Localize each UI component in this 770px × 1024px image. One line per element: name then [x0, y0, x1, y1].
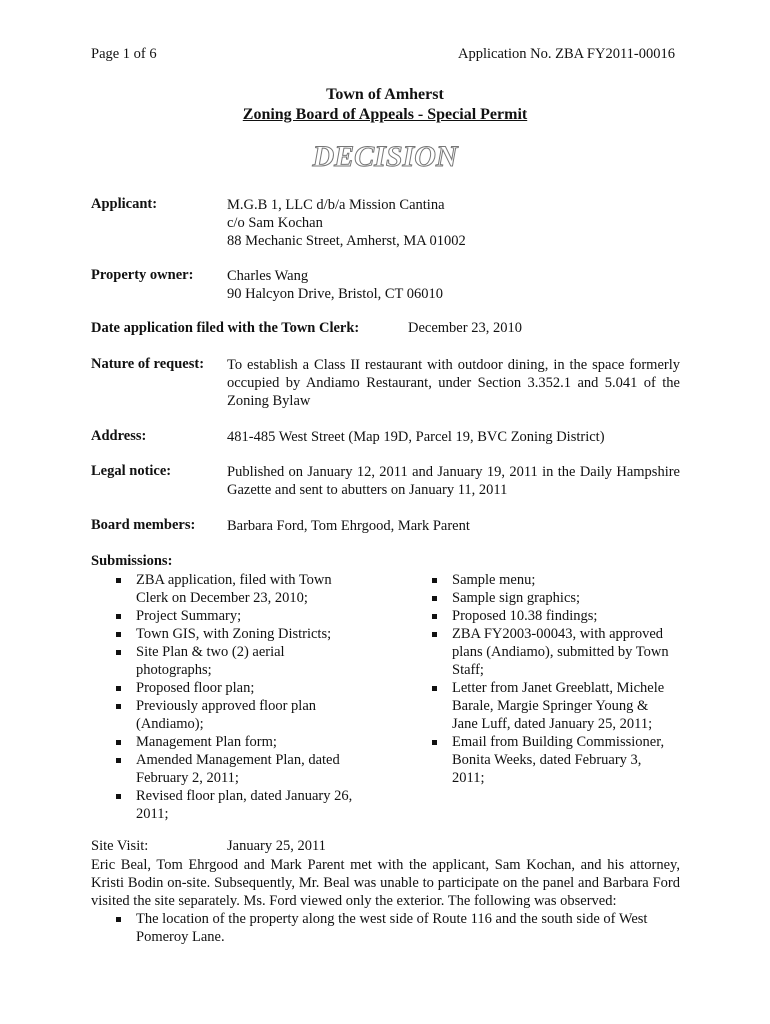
list-item: Management Plan form; [110, 733, 360, 751]
date-filed-value: December 23, 2010 [408, 320, 522, 336]
list-item: Site Plan & two (2) aerial photographs; [110, 643, 360, 679]
list-item: Sample sign graphics; [426, 589, 676, 607]
nature-label: Nature of request: [91, 356, 205, 372]
list-item: Previously approved floor plan (Andiamo); [110, 697, 360, 733]
submissions-left-list [110, 571, 360, 823]
board-label: Board members: [91, 517, 196, 533]
list-item: Amended Management Plan, dated February 2, 2011; [110, 751, 360, 787]
document-title: Town of Amherst [326, 86, 444, 103]
owner-line-1: Charles Wang [227, 268, 309, 284]
list-item: Revised floor plan, dated January 26, 2011; [110, 787, 360, 823]
owner-label: Property owner: [91, 267, 194, 283]
applicant-label: Applicant: [91, 196, 158, 212]
list-item: The location of the property along the west side of Route 116 and the south side of West Pomeroy Lane. [110, 910, 680, 946]
nature-value: To establish a Class II restaurant with outdoor dining, in the space formerly occupied by Andiamo Restaurant, under Section 3.352.1 and 5.041 of the Zoning Bylaw [227, 357, 680, 409]
site-visit-date: January 25, 2011 [227, 838, 326, 854]
application-number: Application No. ZBA FY2011-00016 [458, 46, 675, 62]
applicant-line-2: c/o Sam Kochan [227, 215, 323, 231]
owner-line-2: 90 Halcyon Drive, Bristol, CT 06010 [227, 286, 444, 302]
submissions-label: Submissions: [91, 553, 173, 569]
site-observations-list [110, 910, 680, 946]
site-visit-label: Site Visit: [91, 838, 149, 854]
board-value: Barbara Ford, Tom Ehrgood, Mark Parent [227, 518, 470, 534]
submissions-right-list [426, 571, 676, 787]
list-item: ZBA application, filed with Town Clerk on December 23, 2010; [110, 571, 360, 607]
list-item: ZBA FY2003-00043, with approved plans (Andiamo), submitted by Town Staff; [426, 625, 676, 679]
date-filed-label: Date application filed with the Town Clerk: [91, 320, 360, 336]
applicant-line-1: M.G.B 1, LLC d/b/a Mission Cantina [227, 197, 445, 213]
document-subtitle: Zoning Board of Appeals - Special Permit [242, 106, 528, 123]
list-item: Letter from Janet Greeblatt, Michele Barale, Margie Springer Young & Jane Luff, dated January 25, 2011; [426, 679, 676, 733]
address-label: Address: [91, 428, 147, 444]
address-value: 481-485 West Street (Map 19D, Parcel 19, BVC Zoning District) [227, 429, 605, 445]
list-item: Project Summary; [110, 607, 360, 625]
legal-notice-value: Published on January 12, 2011 and January 19, 2011 in the Daily Hampshire Gazette and sent to abutters on January 11, 2011 [227, 464, 680, 498]
list-item: Sample menu; [426, 571, 676, 589]
list-item: Email from Building Commissioner, Bonita Weeks, dated February 3, 2011; [426, 733, 676, 787]
decision-heading: DECISION [312, 140, 458, 173]
list-item: Proposed floor plan; [110, 679, 360, 697]
legal-notice-label: Legal notice: [91, 463, 172, 479]
list-item: Proposed 10.38 findings; [426, 607, 676, 625]
site-visit-text: Eric Beal, Tom Ehrgood and Mark Parent met with the applicant, Sam Kochan, and his attorney, Kristi Bodin on-site. Subsequently, Mr. Beal was unable to participate on the panel and Barbara Ford visited the site separately. Ms. Ford viewed only the exterior. The following was observed: [91, 857, 680, 909]
list-item: Town GIS, with Zoning Districts; [110, 625, 360, 643]
page-number: Page 1 of 6 [91, 46, 157, 62]
applicant-line-3: 88 Mechanic Street, Amherst, MA 01002 [227, 233, 466, 249]
